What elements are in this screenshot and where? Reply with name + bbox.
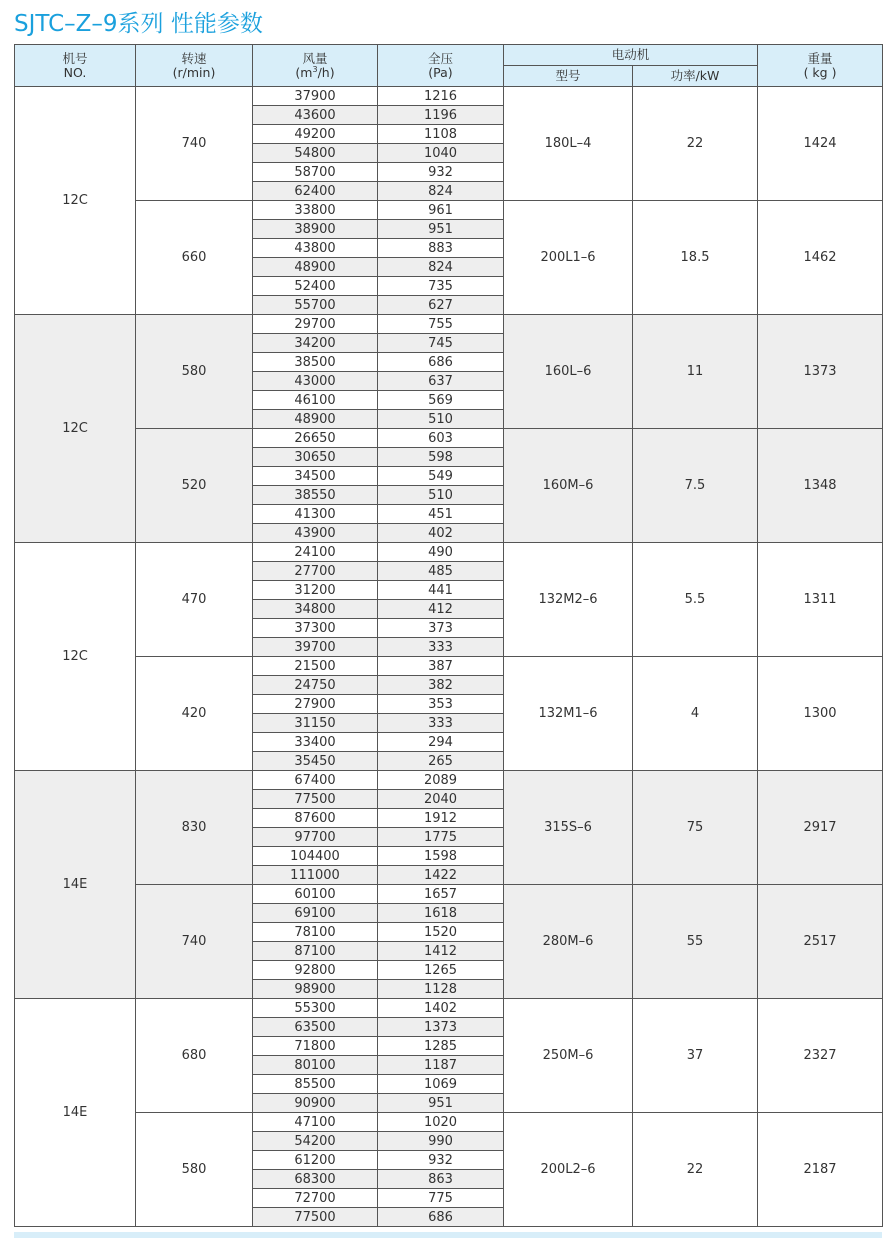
pressure-cell: 932 [378,163,504,182]
airflow-cell: 58700 [253,163,378,182]
weight-cell: 1424 [758,87,883,201]
pressure-cell: 1422 [378,866,504,885]
airflow-cell: 29700 [253,315,378,334]
header-machine-no-cn: 机号 [62,50,88,66]
pressure-cell: 686 [378,1208,504,1227]
machine-no-cell: 12C [15,543,136,771]
airflow-cell: 33400 [253,733,378,752]
airflow-cell: 41300 [253,505,378,524]
weight-cell: 1311 [758,543,883,657]
header-speed-unit: (r/min) [172,64,216,80]
weight-cell: 2517 [758,885,883,999]
airflow-cell: 34500 [253,467,378,486]
airflow-cell: 39700 [253,638,378,657]
airflow-cell: 24750 [253,676,378,695]
airflow-cell: 34200 [253,334,378,353]
weight-cell: 2327 [758,999,883,1113]
motor-model-cell: 200L1–6 [504,201,633,315]
pressure-cell: 1265 [378,961,504,980]
pressure-cell: 951 [378,220,504,239]
speed-cell: 520 [136,429,253,543]
table-row [15,201,883,220]
airflow-cell: 43000 [253,372,378,391]
airflow-cell: 55700 [253,296,378,315]
table-row [15,543,883,562]
airflow-cell: 63500 [253,1018,378,1037]
speed-cell: 420 [136,657,253,771]
machine-no-cell: 14E [15,771,136,999]
motor-power-cell: 18.5 [633,201,758,315]
pressure-cell: 1520 [378,923,504,942]
airflow-cell: 62400 [253,182,378,201]
motor-model-cell: 280M–6 [504,885,633,999]
header-motor-model: 型号 [504,66,633,87]
airflow-cell: 77500 [253,1208,378,1227]
pressure-cell: 686 [378,353,504,372]
pressure-cell: 1020 [378,1113,504,1132]
table-row [15,885,883,904]
pressure-cell: 990 [378,1132,504,1151]
pressure-cell: 1216 [378,87,504,106]
header-machine-no-en: NO. [63,64,87,80]
pressure-cell: 863 [378,1170,504,1189]
pressure-cell: 1598 [378,847,504,866]
pressure-cell: 2089 [378,771,504,790]
airflow-cell: 47100 [253,1113,378,1132]
airflow-cell: 92800 [253,961,378,980]
airflow-cell: 43600 [253,106,378,125]
header-airflow-unit-exp: 3 [312,64,318,74]
table-row [15,429,883,448]
pressure-cell: 294 [378,733,504,752]
motor-model-cell: 132M2–6 [504,543,633,657]
pressure-cell: 932 [378,1151,504,1170]
speed-cell: 580 [136,1113,253,1227]
machine-no-cell: 12C [15,87,136,315]
airflow-cell: 54200 [253,1132,378,1151]
weight-cell: 1373 [758,315,883,429]
page-title: SJTC–Z–9系列 性能参数 [14,11,263,37]
pressure-cell: 510 [378,410,504,429]
pressure-cell: 569 [378,391,504,410]
motor-model-cell: 315S–6 [504,771,633,885]
pressure-cell: 735 [378,277,504,296]
pressure-cell: 1040 [378,144,504,163]
speed-cell: 740 [136,885,253,999]
header-weight-label: 重量 [807,50,833,66]
airflow-cell: 52400 [253,277,378,296]
pressure-cell: 1912 [378,809,504,828]
weight-cell: 1300 [758,657,883,771]
header-speed-label: 转速 [181,50,207,66]
pressure-cell: 824 [378,182,504,201]
table-header [15,45,883,87]
airflow-cell: 49200 [253,125,378,144]
airflow-cell: 26650 [253,429,378,448]
header-airflow-label: 风量 [302,50,328,66]
pressure-cell: 824 [378,258,504,277]
airflow-cell: 35450 [253,752,378,771]
speed-cell: 470 [136,543,253,657]
header-motor: 电动机 [504,45,758,66]
motor-power-cell: 22 [633,87,758,201]
airflow-cell: 67400 [253,771,378,790]
motor-model-cell: 180L–4 [504,87,633,201]
motor-power-cell: 37 [633,999,758,1113]
airflow-cell: 77500 [253,790,378,809]
motor-power-cell: 5.5 [633,543,758,657]
speed-cell: 580 [136,315,253,429]
airflow-cell: 98900 [253,980,378,999]
airflow-cell: 31150 [253,714,378,733]
pressure-cell: 1402 [378,999,504,1018]
airflow-cell: 24100 [253,543,378,562]
airflow-cell: 90900 [253,1094,378,1113]
pressure-cell: 333 [378,714,504,733]
airflow-cell: 38500 [253,353,378,372]
pressure-cell: 1196 [378,106,504,125]
speed-cell: 660 [136,201,253,315]
header-machine-no [15,45,136,87]
pressure-cell: 755 [378,315,504,334]
motor-model-cell: 160M–6 [504,429,633,543]
header-pressure-unit: (Pa) [428,64,453,80]
pressure-cell: 775 [378,1189,504,1208]
pressure-cell: 441 [378,581,504,600]
motor-power-cell: 22 [633,1113,758,1227]
motor-power-cell: 75 [633,771,758,885]
pressure-cell: 598 [378,448,504,467]
pressure-cell: 1657 [378,885,504,904]
airflow-cell: 85500 [253,1075,378,1094]
pressure-cell: 1775 [378,828,504,847]
pressure-cell: 333 [378,638,504,657]
pressure-cell: 1412 [378,942,504,961]
airflow-cell: 97700 [253,828,378,847]
airflow-cell: 80100 [253,1056,378,1075]
airflow-cell: 61200 [253,1151,378,1170]
pressure-cell: 382 [378,676,504,695]
airflow-cell: 31200 [253,581,378,600]
motor-power-cell: 4 [633,657,758,771]
pressure-cell: 265 [378,752,504,771]
pressure-cell: 1128 [378,980,504,999]
pressure-cell: 961 [378,201,504,220]
header-airflow [253,45,378,87]
airflow-cell: 72700 [253,1189,378,1208]
pressure-cell: 1069 [378,1075,504,1094]
performance-table [14,44,883,1227]
pressure-cell: 490 [378,543,504,562]
pressure-cell: 353 [378,695,504,714]
pressure-cell: 412 [378,600,504,619]
pressure-cell: 951 [378,1094,504,1113]
airflow-cell: 68300 [253,1170,378,1189]
pressure-cell: 1108 [378,125,504,144]
footer-bar [14,1232,882,1238]
airflow-cell: 78100 [253,923,378,942]
pressure-cell: 745 [378,334,504,353]
weight-cell: 1462 [758,201,883,315]
airflow-cell: 104400 [253,847,378,866]
pressure-cell: 387 [378,657,504,676]
airflow-cell: 33800 [253,201,378,220]
table-row [15,999,883,1018]
table-row [15,1113,883,1132]
motor-model-cell: 250M–6 [504,999,633,1113]
airflow-cell: 48900 [253,410,378,429]
pressure-cell: 1187 [378,1056,504,1075]
motor-power-cell: 7.5 [633,429,758,543]
header-airflow-unit [253,66,377,80]
pressure-cell: 510 [378,486,504,505]
pressure-cell: 883 [378,239,504,258]
airflow-cell: 87600 [253,809,378,828]
airflow-cell: 46100 [253,391,378,410]
pressure-cell: 373 [378,619,504,638]
weight-cell: 2917 [758,771,883,885]
table-row [15,87,883,106]
header-weight [758,45,883,87]
speed-cell: 680 [136,999,253,1113]
header-weight-unit: ( kg ) [803,64,837,80]
header-pressure [378,45,504,87]
airflow-cell: 38550 [253,486,378,505]
table-row [15,771,883,790]
airflow-cell: 34800 [253,600,378,619]
pressure-cell: 549 [378,467,504,486]
header-pressure-label: 全压 [427,50,453,66]
header-airflow-unit-a: (m [295,64,313,80]
weight-cell: 1348 [758,429,883,543]
weight-cell: 2187 [758,1113,883,1227]
pressure-cell: 1373 [378,1018,504,1037]
airflow-cell: 111000 [253,866,378,885]
pressure-cell: 627 [378,296,504,315]
airflow-cell: 27900 [253,695,378,714]
pressure-cell: 402 [378,524,504,543]
airflow-cell: 55300 [253,999,378,1018]
pressure-cell: 485 [378,562,504,581]
airflow-cell: 43800 [253,239,378,258]
airflow-cell: 71800 [253,1037,378,1056]
pressure-cell: 603 [378,429,504,448]
speed-cell: 740 [136,87,253,201]
airflow-cell: 37300 [253,619,378,638]
airflow-cell: 37900 [253,87,378,106]
pressure-cell: 2040 [378,790,504,809]
airflow-cell: 38900 [253,220,378,239]
machine-no-cell: 14E [15,999,136,1227]
header-speed [136,45,253,87]
pressure-cell: 1618 [378,904,504,923]
motor-power-cell: 55 [633,885,758,999]
header-airflow-unit-b: /h) [317,64,335,80]
pressure-cell: 1285 [378,1037,504,1056]
airflow-cell: 87100 [253,942,378,961]
airflow-cell: 30650 [253,448,378,467]
machine-no-cell: 12C [15,315,136,543]
airflow-cell: 21500 [253,657,378,676]
table-row [15,315,883,334]
airflow-cell: 60100 [253,885,378,904]
speed-cell: 830 [136,771,253,885]
motor-model-cell: 200L2–6 [504,1113,633,1227]
header-motor-power: 功率/kW [633,66,758,87]
airflow-cell: 48900 [253,258,378,277]
table-body [15,87,883,1227]
airflow-cell: 43900 [253,524,378,543]
table-row [15,657,883,676]
motor-model-cell: 160L–6 [504,315,633,429]
airflow-cell: 69100 [253,904,378,923]
motor-power-cell: 11 [633,315,758,429]
airflow-cell: 27700 [253,562,378,581]
pressure-cell: 451 [378,505,504,524]
airflow-cell: 54800 [253,144,378,163]
pressure-cell: 637 [378,372,504,391]
motor-model-cell: 132M1–6 [504,657,633,771]
